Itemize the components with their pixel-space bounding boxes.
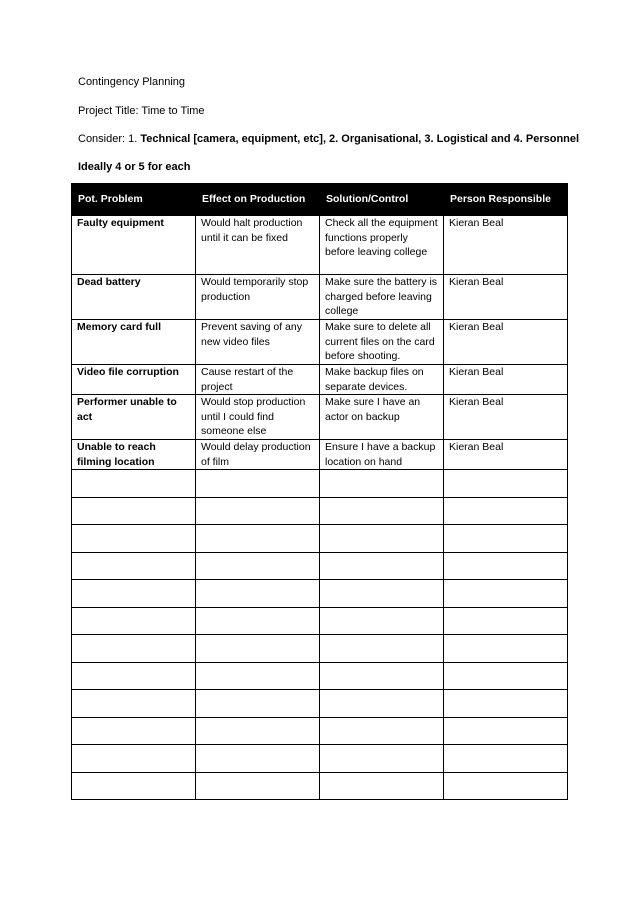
empty-table-row bbox=[72, 497, 568, 525]
empty-cell bbox=[72, 470, 196, 498]
empty-cell bbox=[320, 690, 444, 718]
cell-person: Kieran Beal bbox=[444, 395, 568, 440]
empty-cell bbox=[72, 525, 196, 553]
cell-effect: Cause restart of the project bbox=[196, 365, 320, 395]
table-header-row bbox=[72, 184, 568, 216]
empty-table-row bbox=[72, 525, 568, 553]
empty-table-row bbox=[72, 635, 568, 663]
cell-problem: Unable to reach filming location bbox=[72, 440, 196, 470]
empty-cell bbox=[320, 607, 444, 635]
cell-effect: Prevent saving of any new video files bbox=[196, 320, 320, 365]
empty-cell bbox=[72, 690, 196, 718]
cell-solution: Make sure to delete all current files on the card before shooting. bbox=[320, 320, 444, 365]
header-pot-problem: Pot. Problem bbox=[72, 184, 196, 216]
empty-cell bbox=[72, 580, 196, 608]
empty-cell bbox=[444, 635, 568, 663]
empty-cell bbox=[444, 552, 568, 580]
consider-categories: Technical [camera, equipment, etc], 2. Organisational, 3. Logistical and 4. Personnel bbox=[140, 133, 580, 145]
header-solution-control: Solution/Control bbox=[320, 184, 444, 216]
cell-effect: Would delay production of film bbox=[196, 440, 320, 470]
empty-cell bbox=[72, 772, 196, 800]
cell-effect: Would temporarily stop production bbox=[196, 275, 320, 320]
header-effect-on-production: Effect on Production bbox=[196, 184, 320, 216]
table-row bbox=[72, 216, 568, 275]
empty-cell bbox=[196, 470, 320, 498]
empty-cell bbox=[320, 470, 444, 498]
empty-cell bbox=[444, 690, 568, 718]
table-row bbox=[72, 365, 568, 395]
cell-effect: Would halt production until it can be fixed bbox=[196, 216, 320, 275]
empty-cell bbox=[320, 717, 444, 745]
empty-cell bbox=[444, 580, 568, 608]
consider-prefix: Consider: 1. bbox=[78, 133, 141, 145]
document-heading: Contingency Planning bbox=[78, 76, 186, 88]
cell-problem: Memory card full bbox=[72, 320, 196, 365]
empty-cell bbox=[196, 607, 320, 635]
table-row bbox=[72, 320, 568, 365]
empty-cell bbox=[444, 497, 568, 525]
empty-cell bbox=[444, 470, 568, 498]
empty-table-row bbox=[72, 552, 568, 580]
empty-cell bbox=[320, 662, 444, 690]
empty-cell bbox=[196, 690, 320, 718]
empty-cell bbox=[196, 552, 320, 580]
empty-cell bbox=[320, 525, 444, 553]
cell-person: Kieran Beal bbox=[444, 216, 568, 275]
cell-problem: Dead battery bbox=[72, 275, 196, 320]
cell-solution: Make sure the battery is charged before leaving college bbox=[320, 275, 444, 320]
cell-person: Kieran Beal bbox=[444, 440, 568, 470]
empty-cell bbox=[196, 635, 320, 663]
empty-table-row bbox=[72, 580, 568, 608]
empty-cell bbox=[320, 497, 444, 525]
empty-table-row bbox=[72, 607, 568, 635]
empty-cell bbox=[196, 662, 320, 690]
empty-cell bbox=[196, 580, 320, 608]
cell-solution: Check all the equipment functions properly before leaving college bbox=[320, 216, 444, 275]
cell-person: Kieran Beal bbox=[444, 275, 568, 320]
header-person-responsible: Person Responsible bbox=[444, 184, 568, 216]
table-row bbox=[72, 275, 568, 320]
cell-person: Kieran Beal bbox=[444, 365, 568, 395]
empty-cell bbox=[320, 745, 444, 773]
empty-cell bbox=[196, 717, 320, 745]
table-row bbox=[72, 395, 568, 440]
table-row bbox=[72, 440, 568, 470]
empty-cell bbox=[72, 497, 196, 525]
empty-cell bbox=[444, 525, 568, 553]
empty-cell bbox=[320, 772, 444, 800]
cell-effect: Would stop production until I could find someone else bbox=[196, 395, 320, 440]
empty-cell bbox=[320, 552, 444, 580]
cell-person: Kieran Beal bbox=[444, 320, 568, 365]
cell-solution: Make backup files on separate devices. bbox=[320, 365, 444, 395]
empty-cell bbox=[72, 635, 196, 663]
empty-cell bbox=[196, 772, 320, 800]
cell-problem: Video file corruption bbox=[72, 365, 196, 395]
empty-cell bbox=[72, 552, 196, 580]
empty-cell bbox=[72, 717, 196, 745]
empty-cell bbox=[196, 525, 320, 553]
empty-table-row bbox=[72, 717, 568, 745]
empty-table-row bbox=[72, 470, 568, 498]
empty-cell bbox=[196, 497, 320, 525]
consider-line bbox=[78, 133, 579, 145]
empty-cell bbox=[196, 745, 320, 773]
cell-solution: Make sure I have an actor on backup bbox=[320, 395, 444, 440]
empty-cell bbox=[444, 607, 568, 635]
empty-cell bbox=[320, 635, 444, 663]
cell-problem: Faulty equipment bbox=[72, 216, 196, 275]
empty-table-row bbox=[72, 690, 568, 718]
empty-cell bbox=[444, 772, 568, 800]
empty-table-row bbox=[72, 745, 568, 773]
empty-cell bbox=[72, 662, 196, 690]
contingency-table bbox=[71, 183, 568, 800]
cell-solution: Ensure I have a backup location on hand bbox=[320, 440, 444, 470]
empty-cell bbox=[444, 717, 568, 745]
empty-cell bbox=[72, 607, 196, 635]
project-title: Project Title: Time to Time bbox=[78, 105, 205, 117]
empty-cell bbox=[72, 745, 196, 773]
cell-problem: Performer unable to act bbox=[72, 395, 196, 440]
empty-table-row bbox=[72, 662, 568, 690]
empty-cell bbox=[444, 662, 568, 690]
ideally-note: Ideally 4 or 5 for each bbox=[78, 161, 191, 173]
empty-table-row bbox=[72, 772, 568, 800]
empty-cell bbox=[444, 745, 568, 773]
empty-cell bbox=[320, 580, 444, 608]
